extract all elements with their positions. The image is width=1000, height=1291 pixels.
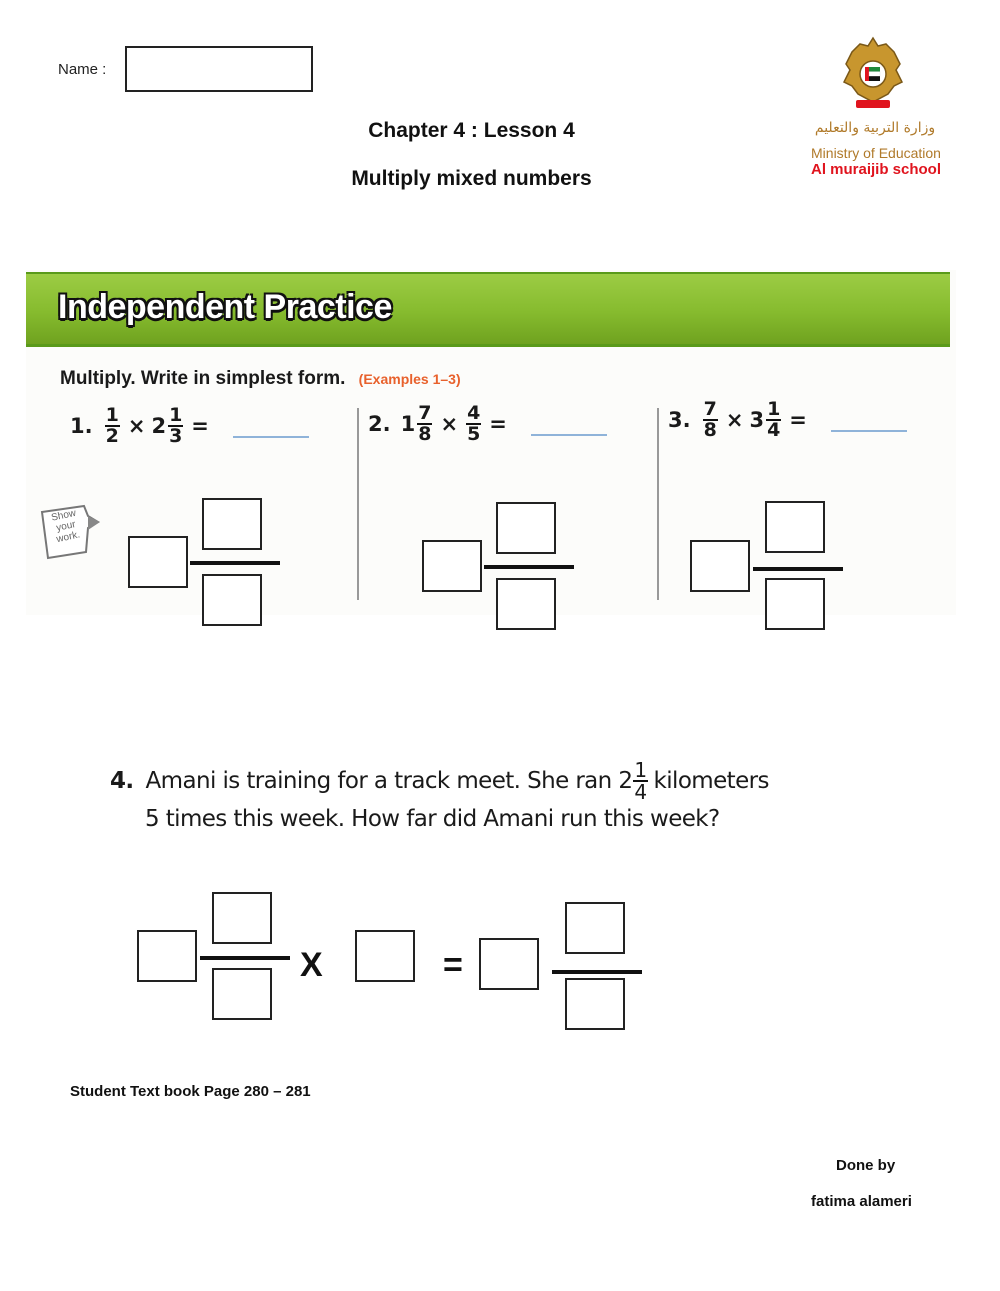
numerator-box[interactable] <box>212 892 272 944</box>
name-label: Name : <box>58 61 107 78</box>
problem-3 <box>668 400 907 440</box>
instruction-text <box>60 368 461 390</box>
textbook-reference: Student Text book Page 280 – 281 <box>70 1083 311 1100</box>
answer-line <box>233 414 309 438</box>
show-your-work-tag <box>38 502 104 562</box>
answer-numerator-box[interactable] <box>565 902 625 954</box>
word-problem-4 <box>110 758 769 832</box>
whole-number-box[interactable] <box>422 540 482 592</box>
denominator-box[interactable] <box>212 968 272 1020</box>
name-input-box[interactable] <box>125 46 313 92</box>
whole-number-box[interactable] <box>128 536 188 588</box>
author-name: fatima alameri <box>811 1193 912 1210</box>
ministry-arabic-text: وزارة التربية والتعليم <box>814 120 936 136</box>
denominator-box[interactable] <box>496 578 556 630</box>
numerator-box[interactable] <box>765 501 825 553</box>
fraction-bar <box>190 561 280 565</box>
banner-title: Independent Practice <box>58 288 392 326</box>
equals-sign: = <box>789 408 807 432</box>
independent-practice-banner <box>26 272 950 347</box>
problem-text-line2: 5 times this week. How far did Amani run this week? <box>145 806 720 832</box>
numerator-box[interactable] <box>202 498 262 550</box>
whole-number-box[interactable] <box>690 540 750 592</box>
problem-text-units: kilometers <box>653 768 769 794</box>
numerator-box[interactable] <box>496 502 556 554</box>
fraction-b: $\frac{1}{3}$ <box>169 404 183 447</box>
problem-text-line1: Amani is training for a track meet. She ran 2 <box>145 768 633 794</box>
whole-b: 3 <box>749 408 765 432</box>
whole-number-box[interactable] <box>137 930 197 982</box>
denominator-box[interactable] <box>765 578 825 630</box>
problem-1 <box>70 406 309 446</box>
uae-emblem-logo <box>838 34 908 114</box>
fraction-b: $\frac{1}{4}$ <box>767 398 781 441</box>
multiply-sign: × <box>127 414 146 438</box>
fraction-a: $\frac{1}{2}$ <box>105 404 119 447</box>
ministry-name: Ministry of Education <box>811 145 941 161</box>
lesson-title: Multiply mixed numbers <box>351 167 592 190</box>
problem-number: 3. <box>668 408 691 432</box>
problem-number: 4. <box>110 768 134 794</box>
equals-symbol: = <box>443 946 463 984</box>
multiply-sign: × <box>440 412 459 436</box>
answer-line <box>831 408 907 432</box>
instruction-main: Multiply. Write in simplest form. <box>60 368 346 389</box>
fraction-a: $\frac{7}{8}$ <box>703 398 717 441</box>
fraction-a: $\frac{7}{8}$ <box>418 402 432 445</box>
whole-b: 2 <box>151 414 167 438</box>
answer-whole-box[interactable] <box>479 938 539 990</box>
distance-fraction: $\frac{1}{4}$ <box>634 758 647 804</box>
fraction-bar <box>753 567 843 571</box>
times-symbol: X <box>300 946 323 984</box>
problem-2 <box>368 404 607 444</box>
multiply-sign: × <box>725 408 744 432</box>
equals-sign: = <box>489 412 507 436</box>
problem-number: 1. <box>70 414 93 438</box>
multiplier-box[interactable] <box>355 930 415 982</box>
whole-a: 1 <box>400 412 416 436</box>
answer-line <box>531 412 607 436</box>
show-your-work-text: Show your work. <box>50 507 82 546</box>
done-by-label: Done by <box>836 1157 896 1174</box>
answer-denominator-box[interactable] <box>565 978 625 1030</box>
chapter-title: Chapter 4 : Lesson 4 <box>368 119 575 142</box>
fraction-b: $\frac{4}{5}$ <box>467 402 481 445</box>
fraction-bar <box>200 956 290 960</box>
problem-number: 2. <box>368 412 391 436</box>
equals-sign: = <box>191 414 209 438</box>
column-divider <box>357 408 359 600</box>
fraction-bar <box>484 565 574 569</box>
school-name: Al muraijib school <box>810 161 942 178</box>
column-divider <box>657 408 659 600</box>
examples-reference: (Examples 1–3) <box>358 371 461 387</box>
denominator-box[interactable] <box>202 574 262 626</box>
fraction-bar <box>552 970 642 974</box>
